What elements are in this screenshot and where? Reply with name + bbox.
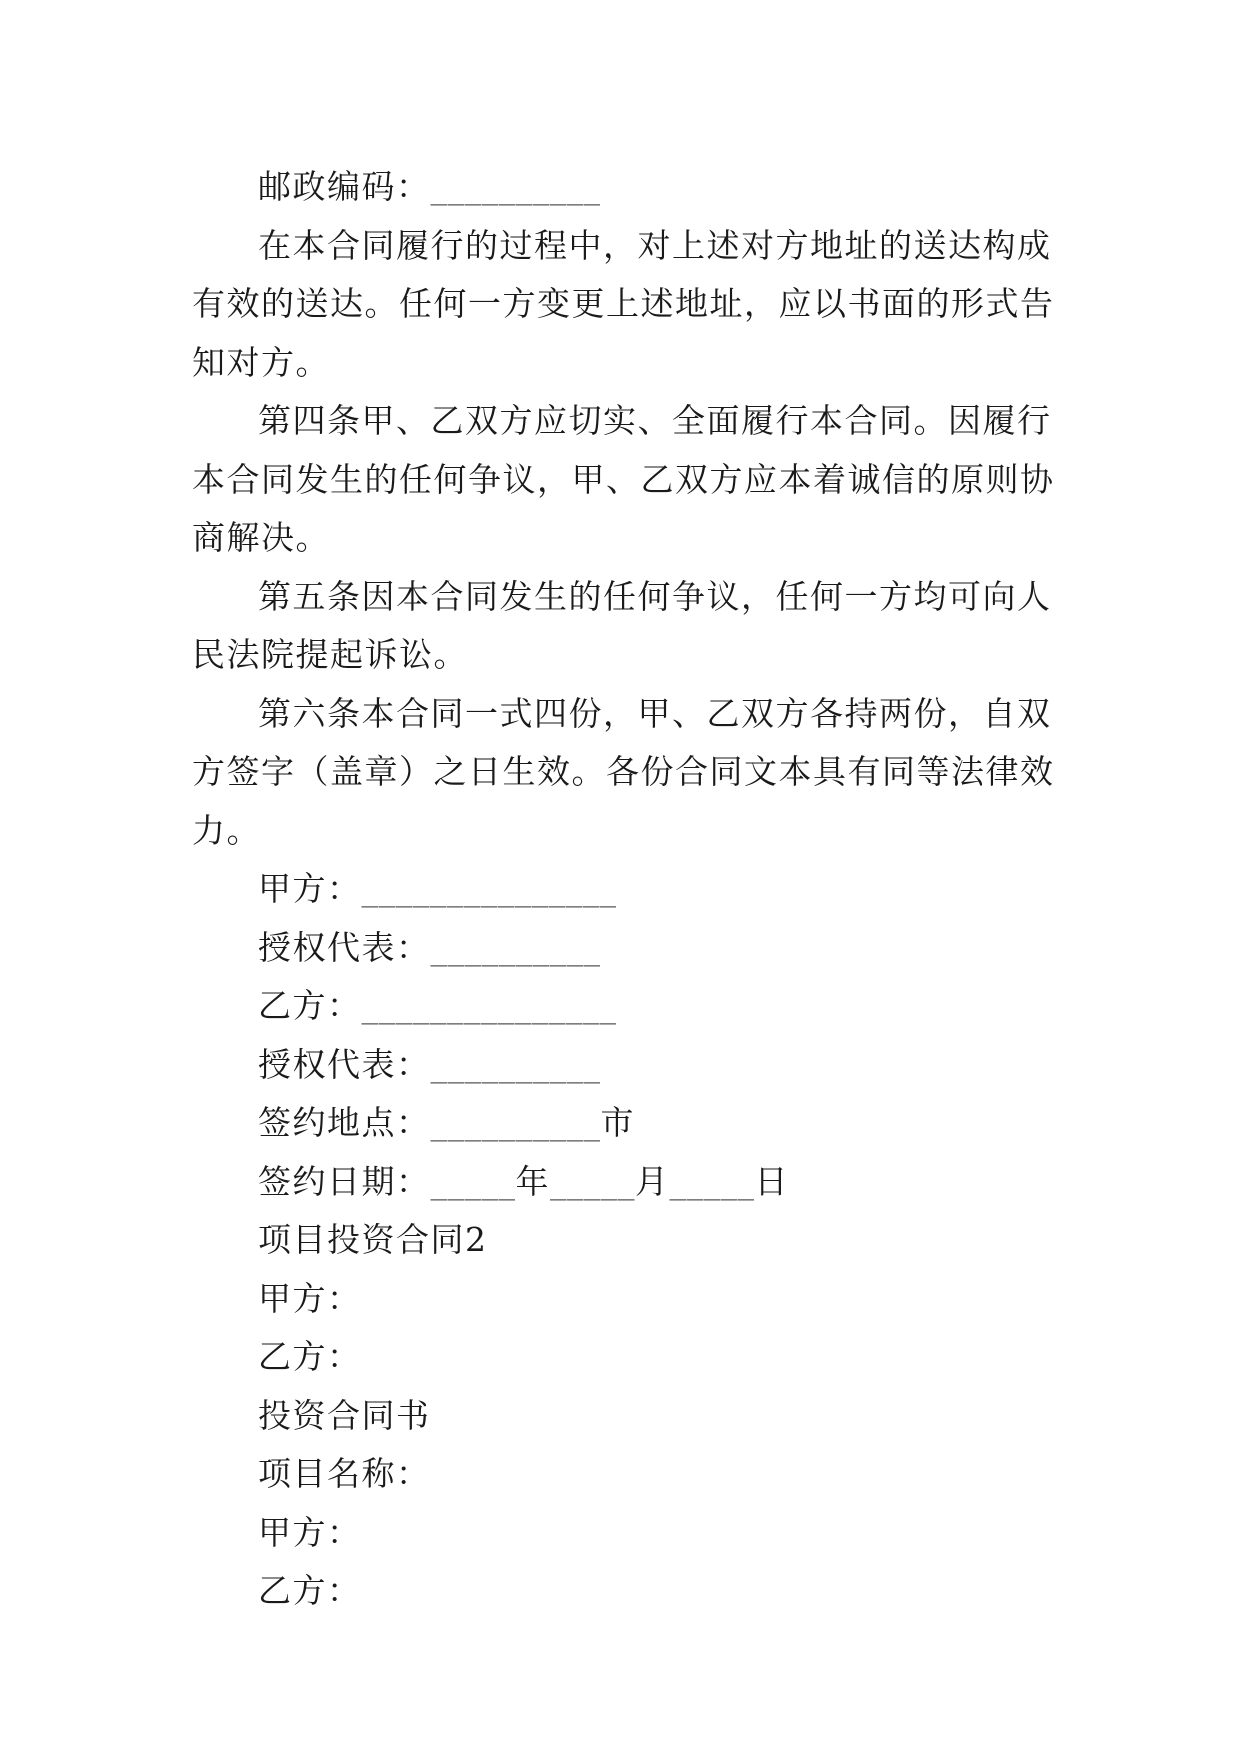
- party-a-line: [192, 860, 1062, 919]
- sign-date-day: 日: [754, 1161, 789, 1201]
- party-b-blank: _______________: [361, 986, 617, 1025]
- sign-date-year: 年: [515, 1161, 550, 1201]
- postal-code-label: 邮政编码：: [258, 167, 431, 206]
- sign-date-day-blank: _____: [669, 1161, 755, 1201]
- sign-place-label: 签约地点：: [258, 1103, 431, 1142]
- contract-2-party-b: 乙方：: [258, 1337, 362, 1376]
- document-body: [192, 158, 1062, 1621]
- postal-code-blank: __________: [430, 167, 601, 206]
- sign-date-year-blank: _____: [430, 1161, 516, 1201]
- sign-date-month-blank: _____: [550, 1161, 635, 1201]
- contract-2-party-a-second: 甲方：: [258, 1512, 362, 1552]
- contract-2-party-a: 甲方：: [258, 1278, 362, 1318]
- sign-date-line: [192, 1153, 1062, 1212]
- contract-2-party-b-second: 乙方：: [258, 1571, 362, 1610]
- article-four: 第四条甲、乙双方应切实、全面履行本合同。因履行本合同发生的任何争议，甲、乙双方应本着诚信的原则协商解决。: [192, 401, 1055, 557]
- sign-place-blank: __________: [430, 1103, 601, 1142]
- rep-a-line: [192, 919, 1062, 978]
- rep-a-label: 授权代表：: [258, 927, 431, 967]
- article-five: 第五条因本合同发生的任何争议，任何一方均可向人民法院提起诉讼。: [192, 576, 1052, 674]
- contract-2-title: 项目投资合同2: [258, 1220, 488, 1259]
- rep-a-blank: __________: [430, 927, 601, 967]
- sign-place-line: [192, 1094, 1062, 1153]
- sign-place-suffix: 市: [600, 1103, 635, 1142]
- article-six: 第六条本合同一式四份，甲、乙双方各持两份，自双方签字（盖章）之日生效。各份合同文本具有同等法律效力。: [192, 693, 1055, 850]
- postal-code-line: [192, 158, 1062, 217]
- sign-date-label: 签约日期：: [258, 1161, 431, 1201]
- sign-date-month: 月: [635, 1161, 670, 1201]
- contract-2-project-name: 项目名称：: [258, 1454, 431, 1493]
- rep-b-label: 授权代表：: [258, 1044, 431, 1084]
- party-b-label: 乙方：: [258, 986, 362, 1025]
- party-b-line: [192, 977, 1062, 1036]
- party-a-blank: _______________: [361, 869, 617, 908]
- rep-b-line: [192, 1036, 1062, 1095]
- contract-2-book-title: 投资合同书: [258, 1395, 431, 1435]
- rep-b-blank: __________: [430, 1044, 601, 1084]
- delivery-paragraph: 在本合同履行的过程中，对上述对方地址的送达构成有效的送达。任何一方变更上述地址，应以书面的形式告知对方。: [192, 225, 1055, 382]
- party-a-label: 甲方：: [258, 869, 362, 908]
